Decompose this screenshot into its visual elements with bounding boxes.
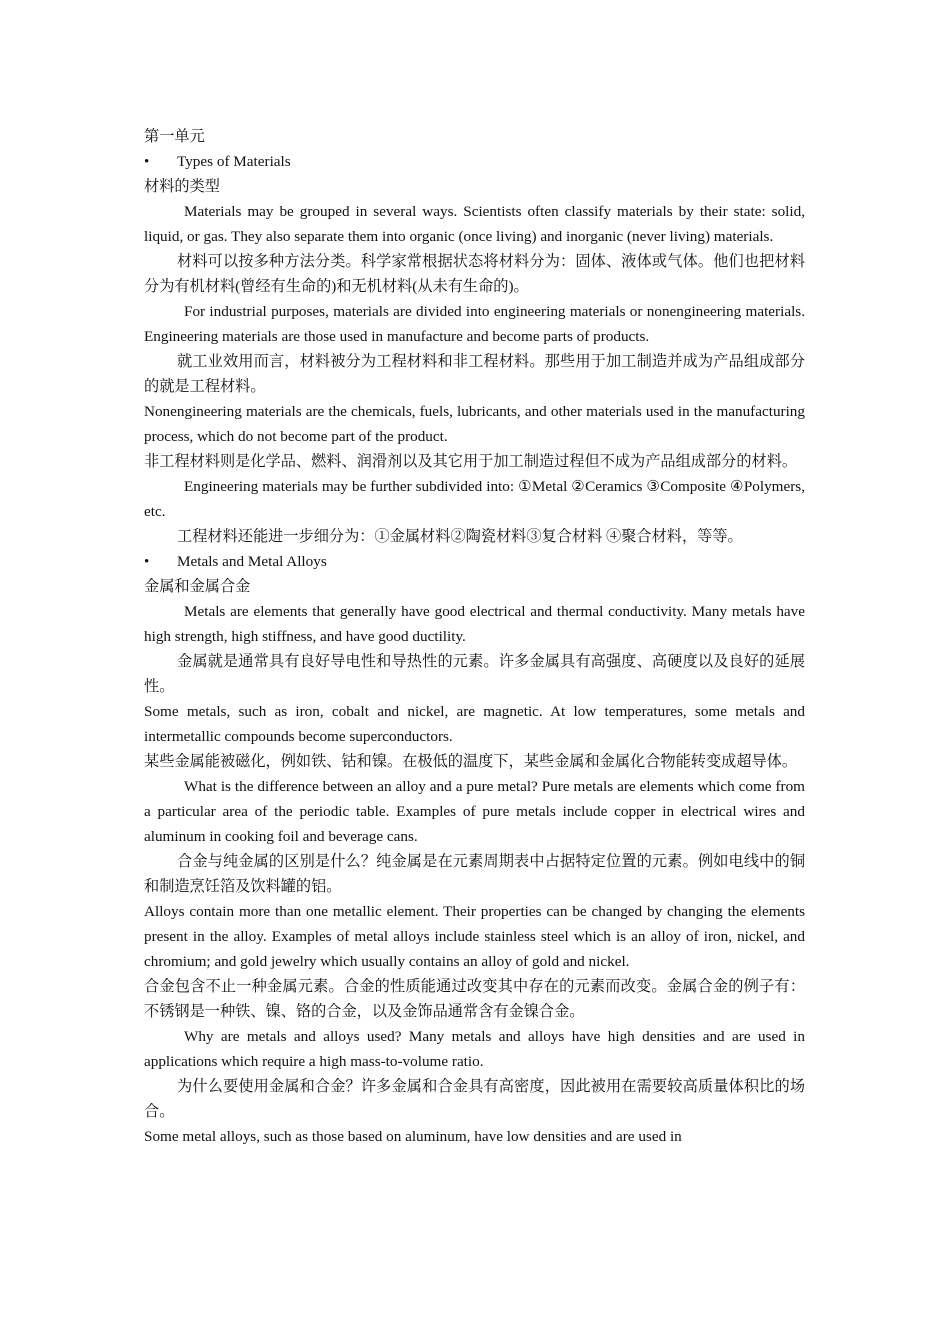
paragraph: 材料可以按多种方法分类。科学家常根据状态将材料分为：固体、液体或气体。他们也把材料分为有机材料(曾经有生命的)和无机材料(从未有生命的)。 <box>144 253 805 295</box>
paragraph: 工程材料还能进一步细分为：①金属材料②陶瓷材料③复合材料 ④聚合材料，等等。 <box>177 528 743 545</box>
paragraph: 某些金属能被磁化，例如铁、钴和镍。在极低的温度下，某些金属和金属化合物能转变成超导体。 <box>144 753 798 770</box>
section-heading-en: Types of Materials <box>177 153 291 170</box>
paragraph: Some metals, such as iron, cobalt and nickel, are magnetic. At low temperatures, some metals and intermetallic compounds become superconductors. <box>144 703 805 745</box>
paragraph: Materials may be grouped in several ways. Scientists often classify materials by their state: solid, liquid, or gas. They also separate them into organic (once living) and inorganic (never living) materials. <box>144 203 805 245</box>
section-heading-en: Metals and Metal Alloys <box>177 553 327 570</box>
paragraph: Nonengineering materials are the chemicals, fuels, lubricants, and other materials used in the manufacturing process, which do not become part of the product. <box>144 403 805 445</box>
unit-title: 第一单元 <box>144 128 205 145</box>
paragraph: 为什么要使用金属和合金？许多金属和合金具有高密度，因此被用在需要较高质量体积比的场合。 <box>144 1078 805 1120</box>
paragraph: 非工程材料则是化学品、燃料、润滑剂以及其它用于加工制造过程但不成为产品组成部分的材料。 <box>144 453 798 470</box>
section-heading-types-of-materials <box>144 149 805 174</box>
section-heading-metals-and-alloys <box>144 549 805 574</box>
section-heading-zh: 金属和金属合金 <box>144 578 251 595</box>
paragraph: 合金与纯金属的区别是什么？纯金属是在元素周期表中占据特定位置的元素。例如电线中的铜和制造烹饪箔及饮料罐的铝。 <box>144 853 805 895</box>
bullet-icon: • <box>144 153 150 170</box>
paragraph: For industrial purposes, materials are divided into engineering materials or nonengineering materials. Engineering materials are those used in manufacture and become parts of products. <box>144 303 805 345</box>
paragraph: Engineering materials may be further subdivided into: ①Metal ②Ceramics ③Composite ④Polymers, etc. <box>144 478 805 520</box>
paragraph: Some metal alloys, such as those based on aluminum, have low densities and are used in <box>144 1128 682 1145</box>
paragraph: Why are metals and alloys used? Many metals and alloys have high densities and are used in applications which require a high mass-to-volume ratio. <box>144 1028 805 1070</box>
bullet-icon: • <box>144 553 150 570</box>
paragraph: 金属就是通常具有良好导电性和导热性的元素。许多金属具有高强度、高硬度以及良好的延展性。 <box>144 653 805 695</box>
paragraph: Metals are elements that generally have good electrical and thermal conductivity. Many metals have high strength, high stiffness, and have good ductility. <box>144 603 805 645</box>
paragraph: What is the difference between an alloy and a pure metal? Pure metals are elements which come from a particular area of the periodic table. Examples of pure metals include copper in electrical wires and aluminum in cooking foil and beverage cans. <box>144 778 805 845</box>
section-heading-zh: 材料的类型 <box>144 178 220 195</box>
paragraph: 合金包含不止一种金属元素。合金的性质能通过改变其中存在的元素而改变。金属合金的例子有：不锈钢是一种铁、镍、铬的合金，以及金饰品通常含有金镍合金。 <box>144 978 805 1020</box>
document-page <box>144 124 805 1149</box>
paragraph: 就工业效用而言，材料被分为工程材料和非工程材料。那些用于加工制造并成为产品组成部分的就是工程材料。 <box>144 353 805 395</box>
paragraph: Alloys contain more than one metallic element. Their properties can be changed by changing the elements present in the alloy. Examples of metal alloys include stainless steel which is an alloy of iron, nickel, and chromium; and gold jewelry which usually contains an alloy of gold and nickel. <box>144 903 805 970</box>
